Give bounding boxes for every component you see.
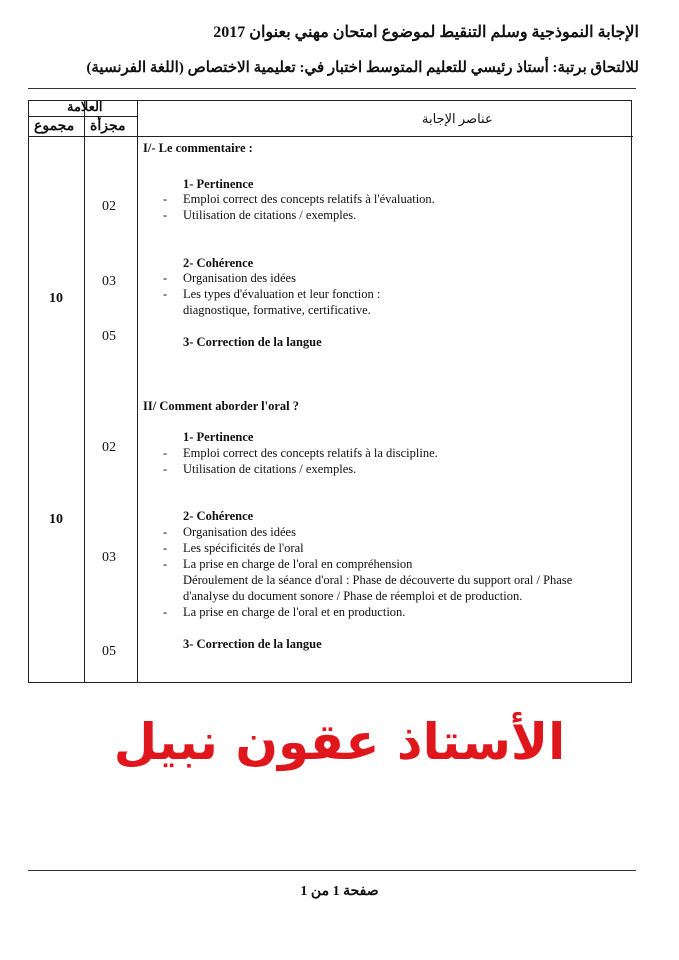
column-divider-total: [84, 101, 85, 682]
bullet-dash: -: [163, 192, 168, 206]
list-item: Utilisation de citations / exemples.: [183, 462, 357, 476]
section1-item2-mark: 03: [102, 274, 116, 289]
list-item-continuation: diagnostique, formative, certificative.: [183, 303, 371, 317]
bullet-dash: -: [163, 271, 168, 285]
header-divider: [28, 88, 636, 89]
section2-item2-title: 2- Cohérence: [183, 509, 254, 523]
list-item: Emploi correct des concepts relatifs à l'évaluation.: [183, 192, 435, 206]
section1-item2-title: 2- Cohérence: [183, 256, 254, 270]
list-item: La prise en charge de l'oral et en production.: [183, 605, 406, 619]
header-row-divider: [29, 136, 633, 137]
document-title: الإجابة النموذجية وسلم التنقيط لموضوع امتحان مهني بعنوان 2017: [213, 24, 639, 41]
handwritten-signature: الأستاذ عقون نبيل: [113, 713, 566, 771]
list-item: Organisation des idées: [183, 271, 296, 285]
bullet-dash: -: [163, 541, 168, 555]
section2-total: 10: [49, 512, 63, 527]
section1-title: I/- Le commentaire :: [143, 141, 253, 155]
section2-item3-mark: 05: [102, 644, 116, 659]
section1-item1-mark: 02: [102, 199, 116, 214]
footer-divider: [28, 870, 636, 871]
bullet-dash: -: [163, 462, 168, 476]
list-item: Utilisation de citations / exemples.: [183, 208, 357, 222]
list-item: Emploi correct des concepts relatifs à la discipline.: [183, 446, 438, 460]
part-column-header: مجزأة: [90, 119, 126, 134]
total-column-header: مجموع: [34, 119, 75, 134]
list-item-continuation: Déroulement de la séance d'oral : Phase de découverte du support oral / Phase: [183, 573, 573, 587]
section1-item3-mark: 05: [102, 329, 116, 344]
mark-header-divider: [29, 116, 137, 117]
bullet-dash: -: [163, 287, 168, 301]
answer-table: [28, 100, 632, 683]
section2-item2-mark: 03: [102, 550, 116, 565]
page-number: صفحة 1 من 1: [300, 884, 379, 899]
section1-item3-title: 3- Correction de la langue: [183, 335, 322, 349]
mark-header: العلامة: [67, 99, 103, 114]
list-item: Les types d'évaluation et leur fonction :: [183, 287, 381, 301]
bullet-dash: -: [163, 208, 168, 222]
answer-column-header: عناصر الإجابة: [422, 111, 493, 126]
bullet-dash: -: [163, 525, 168, 539]
section2-title: II/ Comment aborder l'oral ?: [143, 399, 300, 413]
section2-item3-title: 3- Correction de la langue: [183, 637, 322, 651]
document-subtitle: للالتحاق برتبة: أستاذ رئيسي للتعليم المتوسط اختبار في: تعليمية الاختصاص (اللغة الفرنسية): [86, 60, 639, 76]
section1-item1-title: 1- Pertinence: [183, 177, 254, 191]
list-item: Les spécificités de l'oral: [183, 541, 304, 555]
list-item: Organisation des idées: [183, 525, 296, 539]
column-divider-part: [137, 101, 138, 682]
list-item: La prise en charge de l'oral en compréhension: [183, 557, 413, 571]
bullet-dash: -: [163, 446, 168, 460]
list-item-continuation: d'analyse du document sonore / Phase de réemploi et de production.: [183, 589, 523, 603]
section1-total: 10: [49, 291, 63, 306]
section2-item1-title: 1- Pertinence: [183, 430, 254, 444]
section2-item1-mark: 02: [102, 440, 116, 455]
bullet-dash: -: [163, 605, 168, 619]
bullet-dash: -: [163, 557, 168, 571]
